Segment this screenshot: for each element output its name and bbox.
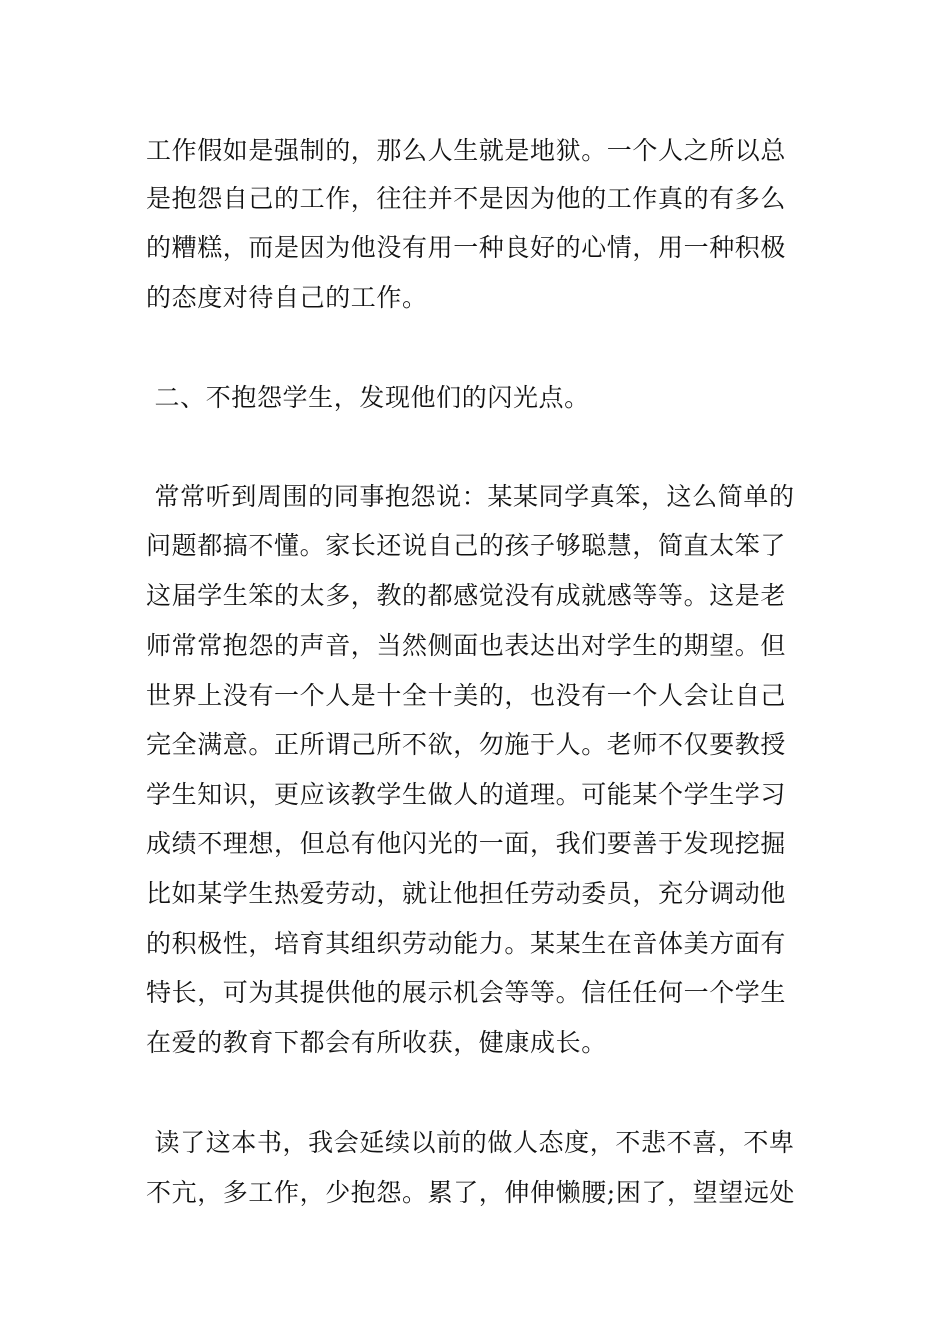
paragraph-1-line-2: 是抱怨自己的工作，往往并不是因为他的工作真的有多么 (146, 184, 787, 213)
paragraph-2-line-6: 完全满意。正所谓己所不欲，勿施于人。老师不仅要教授 (146, 730, 787, 759)
paragraph-2-line-10: 的积极性，培育其组织劳动能力。某某生在音体美方面有 (146, 929, 787, 958)
paragraph-1-line-4: 的态度对待自己的工作。 (146, 283, 428, 312)
paragraph-1-line-3: 的糟糕，而是因为他没有用一种良好的心情，用一种积极 (146, 233, 787, 262)
paragraph-2-line-4: 师常常抱怨的声音，当然侧面也表达出对学生的期望。但 (146, 631, 787, 660)
paragraph-2-line-9: 比如某学生热爱劳动，就让他担任劳动委员，充分调动他 (146, 879, 787, 908)
paragraph-2-line-12: 在爱的教育下都会有所收获，健康成长。 (146, 1028, 607, 1057)
paragraph-2-line-1: 常常听到周围的同事抱怨说：某某同学真笨，这么简单的 (146, 482, 795, 511)
paragraph-3-line-2: 不亢，多工作，少抱怨。累了，伸伸懒腰;困了，望望远处 (146, 1178, 796, 1207)
paragraph-2-line-5: 世界上没有一个人是十全十美的，也没有一个人会让自己 (146, 681, 787, 710)
paragraph-2-line-11: 特长，可为其提供他的展示机会等等。信任任何一个学生 (146, 978, 787, 1007)
section-heading-2: 二、不抱怨学生，发现他们的闪光点。 (146, 383, 590, 412)
paragraph-3-line-1: 读了这本书，我会延续以前的做人态度，不悲不喜，不卑 (146, 1128, 795, 1157)
paragraph-1-line-1: 工作假如是强制的，那么人生就是地狱。一个人之所以总 (146, 136, 787, 165)
paragraph-2-line-7: 学生知识，更应该教学生做人的道理。可能某个学生学习 (146, 780, 787, 809)
paragraph-2-line-8: 成绩不理想，但总有他闪光的一面，我们要善于发现挖掘 (146, 829, 787, 858)
paragraph-2-line-3: 这届学生笨的太多，教的都感觉没有成就感等等。这是老 (146, 581, 787, 610)
paragraph-2-line-2: 问题都搞不懂。家长还说自己的孩子够聪慧，简直太笨了 (146, 531, 787, 560)
